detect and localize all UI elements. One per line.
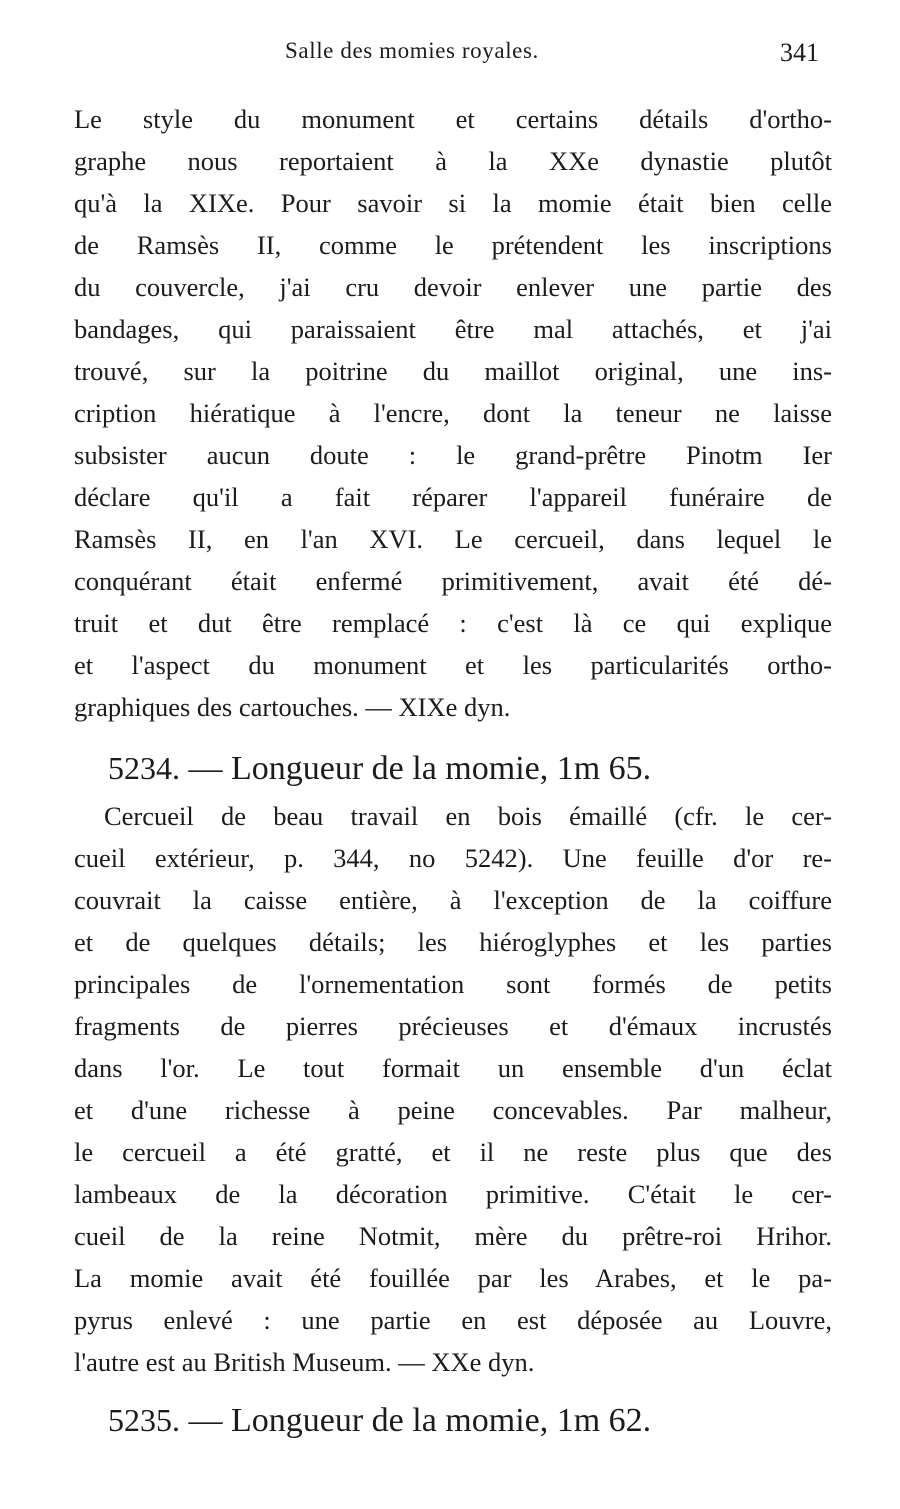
text-line: couvrait la caisse entière, à l'exception de la coiffure [74, 885, 832, 915]
text-line: de Ramsès II, comme le prétendent les inscriptions [74, 230, 832, 260]
text-line: dans l'or. Le tout formait un ensemble d'un éclat [74, 1053, 832, 1083]
entry-number: 5235. [108, 1402, 180, 1438]
text-line: lambeaux de la décoration primitive. C'était le cer- [74, 1179, 832, 1209]
entry-number: 5234. [108, 750, 180, 786]
text-line: Le style du monument et certains détails d'ortho- [74, 104, 832, 134]
text-line: et d'une richesse à peine concevables. Par malheur, [74, 1095, 832, 1125]
text-line: subsister aucun doute : le grand-prêtre Pinotm Ier [74, 440, 832, 470]
running-head [0, 38, 900, 78]
page-number: 341 [780, 38, 819, 67]
text-line: et l'aspect du monument et les particularités ortho- [74, 650, 832, 680]
text-line: du couvercle, j'ai cru devoir enlever une partie des [74, 272, 832, 302]
text-line: déclare qu'il a fait réparer l'appareil funéraire de [74, 482, 832, 512]
entry-title: — Longueur de la momie, 1m 65. [188, 750, 652, 787]
running-title: Salle des momies royales. [285, 38, 539, 63]
text-line: conquérant était enfermé primitivement, avait été dé- [74, 566, 832, 596]
text-line: trouvé, sur la poitrine du maillot original, une ins- [74, 356, 832, 386]
text-line: le cercueil a été gratté, et il ne reste plus que des [74, 1137, 832, 1167]
text-line: cription hiératique à l'encre, dont la teneur ne laisse [74, 398, 832, 428]
entry-title: — Longueur de la momie, 1m 62. [188, 1402, 652, 1439]
text-line: et de quelques détails; les hiéroglyphes et les parties [74, 927, 832, 957]
text-line: graphiques des cartouches. — XIXe dyn. [74, 692, 511, 722]
text-line: graphe nous reportaient à la XXe dynastie plutôt [74, 146, 832, 176]
text-line: Cercueil de beau travail en bois émaillé (cfr. le cer- [104, 801, 832, 831]
text-line: Ramsès II, en l'an XVI. Le cercueil, dans lequel le [74, 524, 832, 554]
entry-heading-5235 [108, 1392, 651, 1448]
text-line: principales de l'ornementation sont formés de petits [74, 969, 832, 999]
paragraph-notmit-coffin [74, 795, 832, 1383]
paragraph-ramses-coffin [74, 98, 832, 728]
text-line: fragments de pierres précieuses et d'émaux incrustés [74, 1011, 832, 1041]
text-line: truit et dut être remplacé : c'est là ce qui explique [74, 608, 832, 638]
text-line: La momie avait été fouillée par les Arabes, et le pa- [74, 1263, 832, 1293]
text-line: qu'à la XIXe. Pour savoir si la momie était bien celle [74, 188, 832, 218]
text-line: cueil extérieur, p. 344, no 5242). Une feuille d'or re- [74, 843, 832, 873]
entry-heading-5234 [108, 740, 651, 796]
text-line: bandages, qui paraissaient être mal attachés, et j'ai [74, 314, 832, 344]
text-line: cueil de la reine Notmit, mère du prêtre-roi Hrihor. [74, 1221, 832, 1251]
text-line: l'autre est au British Museum. — XXe dyn. [74, 1347, 535, 1377]
text-line: pyrus enlevé : une partie en est déposée au Louvre, [74, 1305, 832, 1335]
